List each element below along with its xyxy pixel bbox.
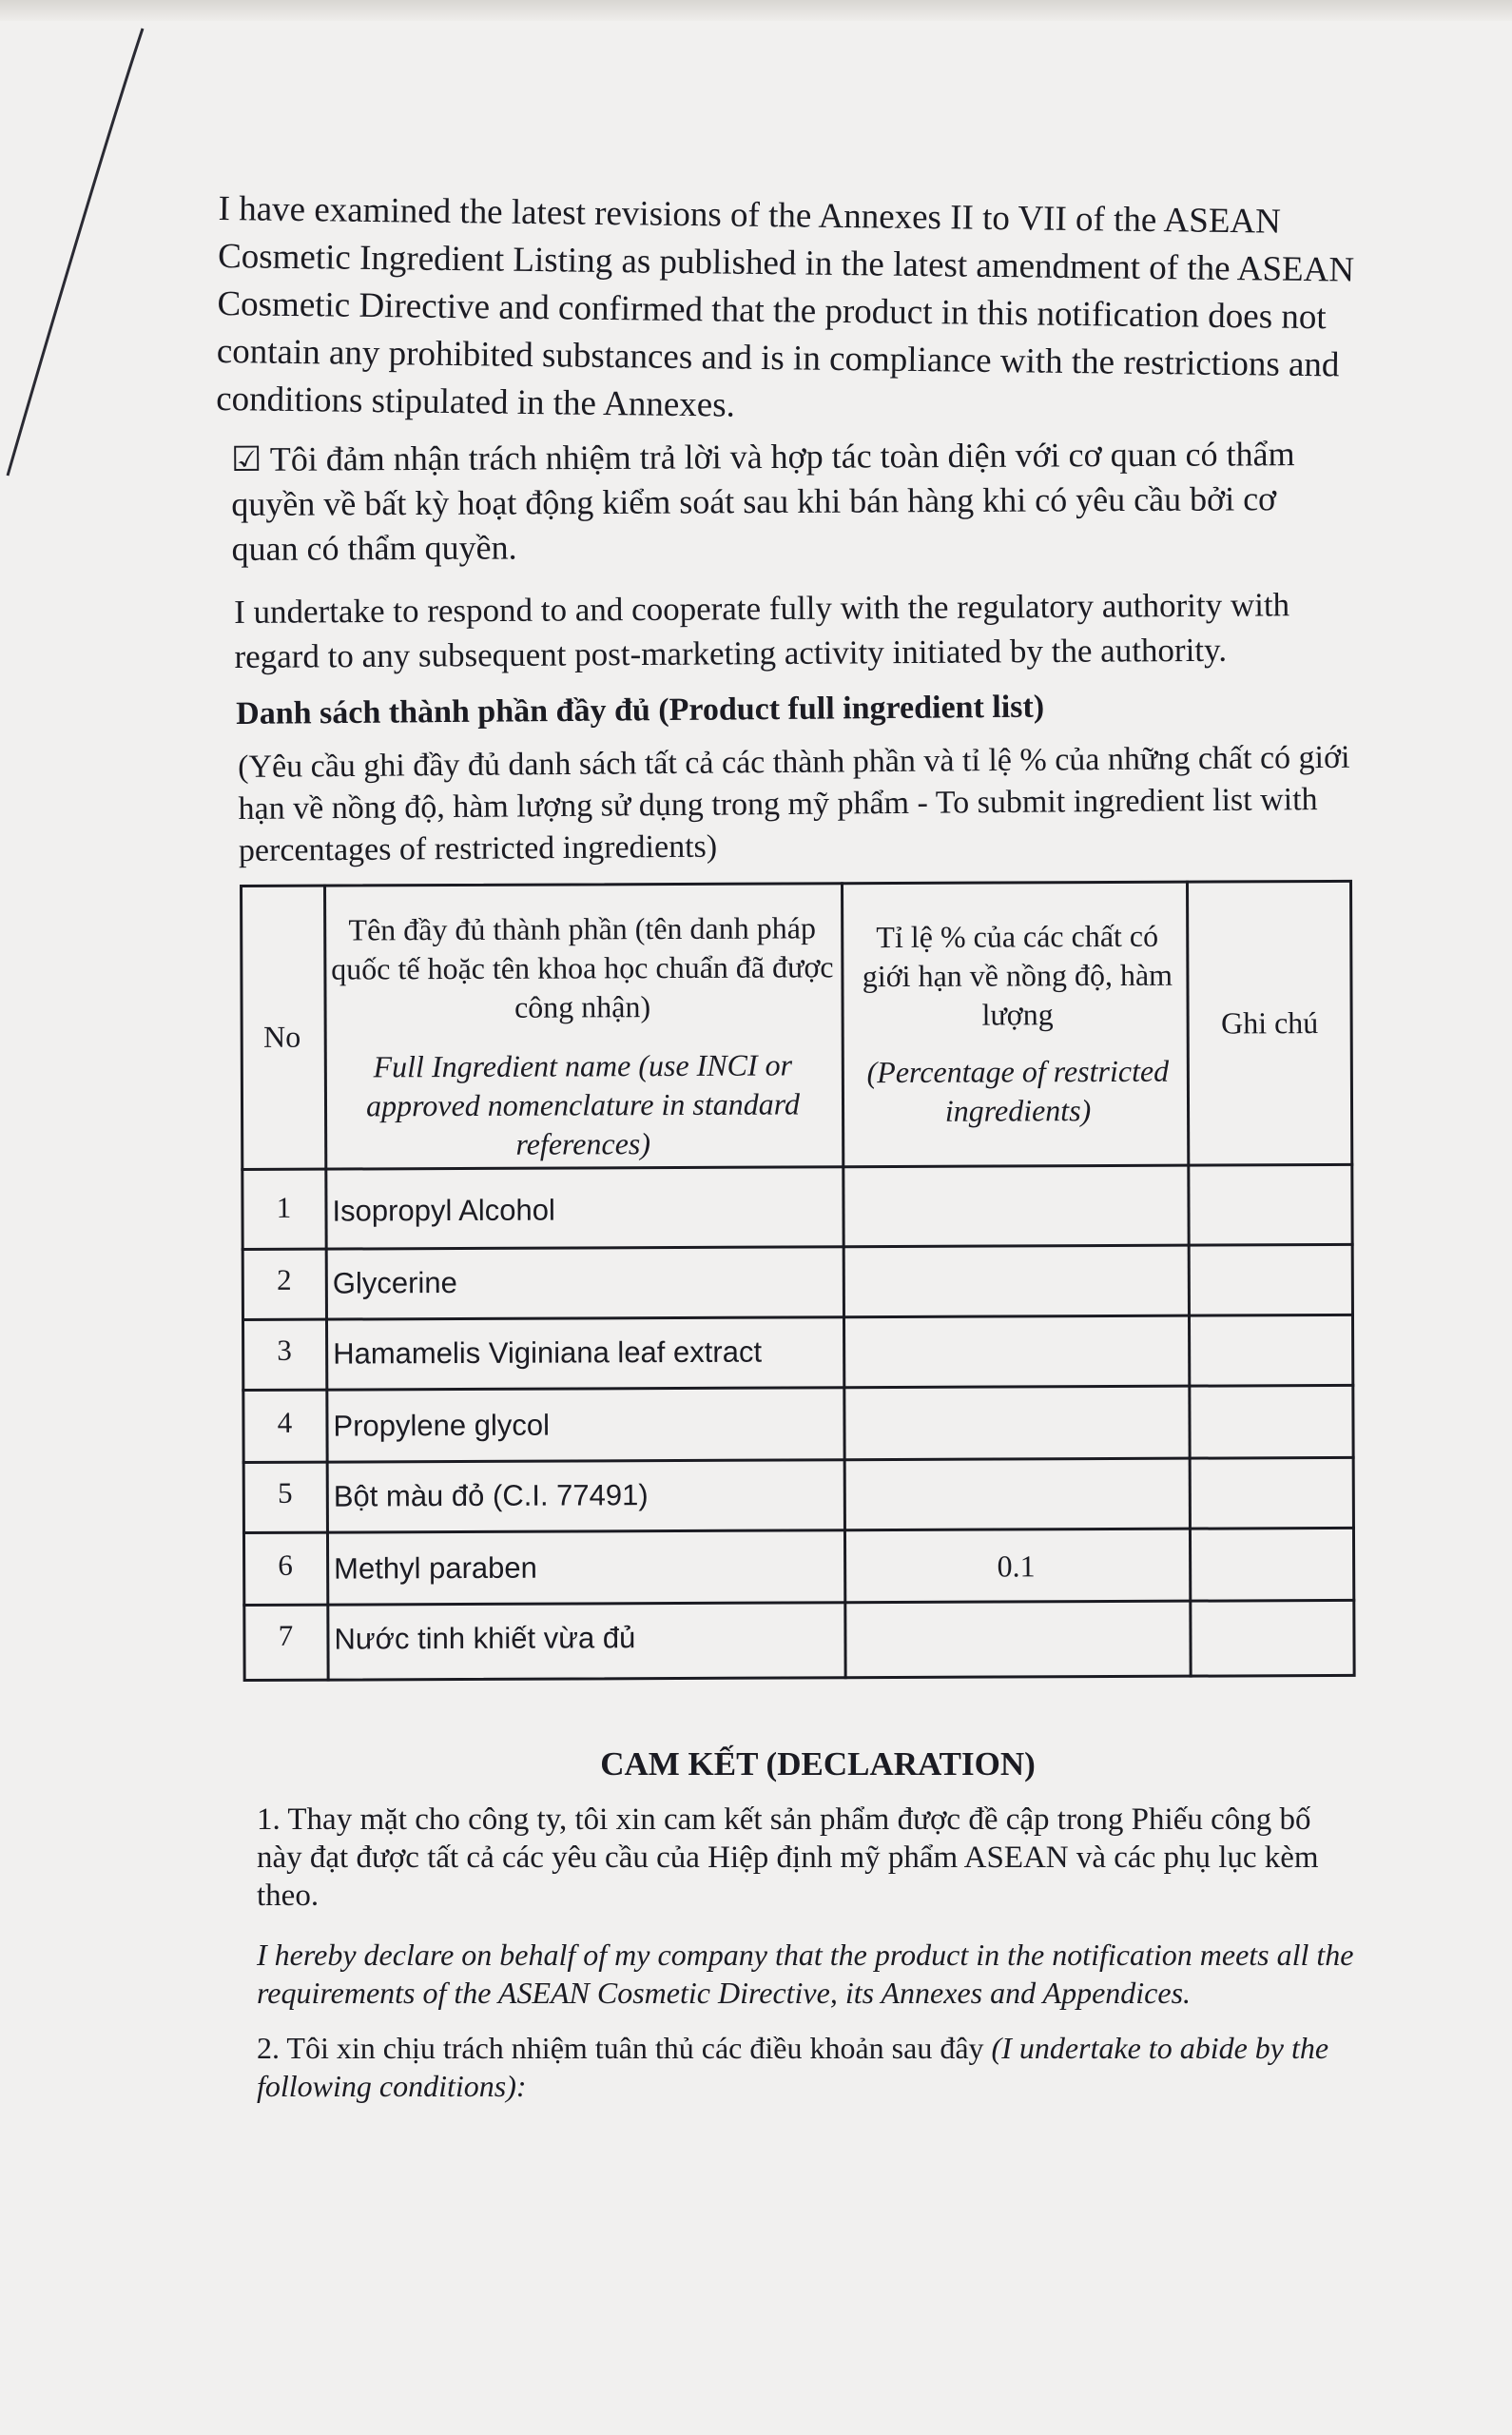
header-notes: Ghi chú <box>1220 1005 1319 1041</box>
ingredient-name: Methyl paraben <box>334 1550 537 1586</box>
declaration-item-1-vi: 1. Thay mặt cho công ty, tôi xin cam kết sản phẩm được đề cập trong Phiếu công bố này đạt được tất cả các yêu cầu của Hiệp định mỹ phẩm ASEAN và các phụ lục kèm theo. <box>257 1802 1319 1913</box>
page-top-edge <box>0 0 1512 21</box>
header-percentage-en: (Percentage of restricted ingredients) <box>866 1053 1170 1128</box>
percentage-value: 0.1 <box>997 1549 1036 1584</box>
declaration-title: CAM KẾT (DECLARATION) <box>600 1745 1036 1782</box>
row-number: 5 <box>277 1475 293 1510</box>
header-ingredient-name-en: Full Ingredient name (use INCI or approved nomenclature in standard references) <box>365 1047 801 1161</box>
row-number: 3 <box>277 1333 292 1367</box>
row-number: 6 <box>278 1548 293 1582</box>
row-number: 7 <box>278 1618 294 1652</box>
row-number: 2 <box>276 1262 292 1296</box>
responsibility-text-vi: Tôi đảm nhận trách nhiệm trả lời và hợp tác toàn diện với cơ quan có thẩm quyền về bất kỳ hoạt động kiểm soát sau khi bán hàng khi có yêu cầu bởi cơ quan có thẩm quyền. <box>231 435 1295 568</box>
ingredient-name: Glycerine <box>332 1266 457 1300</box>
ingredient-name: Nước tinh khiết vừa đủ <box>334 1621 636 1656</box>
ingredient-table <box>240 880 1356 1682</box>
declaration-item-1-en: I hereby declare on behalf of my company that the product in the notification meets all the requirements of the ASEAN Cosmetic Directive, its Annexes and Appendices. <box>257 1938 1354 2010</box>
row-number: 1 <box>276 1190 292 1224</box>
checked-checkbox-icon: ☑ <box>231 439 262 478</box>
declaration-item-2-en: (I undertake to abide by the following conditions): <box>257 2031 1329 2103</box>
header-ingredient-name-vi: Tên đầy đủ thành phần (tên danh pháp quốc tế hoặc tên khoa học chuẩn đã được công nhận) <box>331 910 834 1024</box>
ingredient-name: Propylene glycol <box>333 1408 551 1443</box>
ingredient-list-requirement: (Yêu cầu ghi đầy đủ danh sách tất cả các thành phần và tỉ lệ % của những chất có giới hạn về nồng độ, hàm lượng sử dụng trong mỹ phẩm - To submit ingredient list with percentages of restricted ingredients) <box>238 739 1350 868</box>
header-percentage-vi: Tỉ lệ % của các chất có giới hạn về nồng độ, hàm lượng <box>862 918 1173 1032</box>
responsibility-statement-en: I undertake to respond to and cooperate fully with the regulatory authority with regard to any subsequent post-marketing activity initiated by the authority. <box>234 586 1290 675</box>
ingredient-name: Bột màu đỏ (C.I. 77491) <box>333 1478 649 1513</box>
responsibility-statement-vi <box>231 432 1326 572</box>
declaration-item-2-vi: 2. Tôi xin chịu trách nhiệm tuân thủ các điều khoản sau đây <box>257 2031 984 2065</box>
ingredient-name: Hamamelis Viginiana leaf extract <box>333 1334 763 1371</box>
header-no: No <box>263 1019 301 1054</box>
annex-compliance-statement: I have examined the latest revisions of the Annexes II to VII of the ASEAN Cosmetic Ingredient Listing as published in the latest amendment of the ASEAN Cosmetic Directive and confirmed that the product in this notification does not contain any prohibited substances and is in compliance with the restrictions and conditions stipulated in the Annexes. <box>216 188 1355 425</box>
row-number: 4 <box>277 1405 293 1439</box>
ingredient-name: Isopropyl Alcohol <box>332 1193 555 1228</box>
declaration-item-2 <box>257 2029 1360 2105</box>
ingredient-list-heading: Danh sách thành phần đầy đủ (Product full ingredient list) <box>236 689 1045 731</box>
